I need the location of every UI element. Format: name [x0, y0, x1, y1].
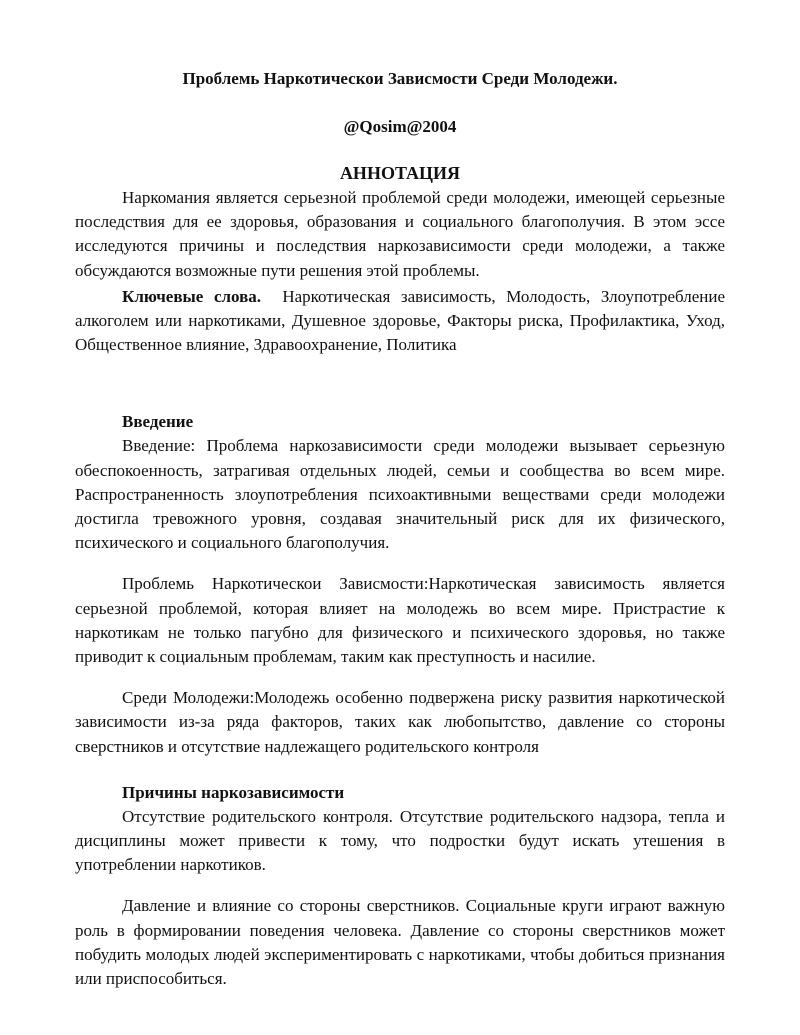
- keywords-text: Наркотическая зависимость, Молодость, Злоупотребление алкоголем или наркотиками, Душевное здоровье, Факторы риска, Профилактика, Уход, Общественное влияние, Здравоохранение, Политика: [75, 286, 726, 355]
- causes-heading: Причины наркозависимости: [122, 782, 345, 802]
- introduction-paragraph: Среди Молодежи:Молодежь особенно подвержена риску развития наркотической зависимости из-за ряда факторов, таких как любопытство, давление со стороны сверстников и отсутствие надлежащего родительского контроля: [75, 688, 725, 756]
- document-page: [75, 0, 725, 991]
- keywords-paragraph: [75, 285, 725, 358]
- introduction-heading: Введение: [122, 412, 194, 432]
- introduction-paragraph: Проблемь Наркотическои Зависмости:Наркотическая зависимость является серьезной проблемой, которая влияет на молодежь во всем мире. Пристрастие к наркотикам не только пагубно для физического и психического здоровья, но также приводит к социальным проблемам, таким как преступность и насилие.: [75, 574, 725, 667]
- annotation-paragraph: Наркомания является серьезной проблемой среди молодежи, имеющей серьезные последствия для ее здоровья, образования и социального благополучия. В этом эссе исследуются причины и последствия наркозависимости среди молодежи, а также обсуждаются возможные пути решения этой проблемы.: [75, 188, 725, 280]
- annotation-heading: АННОТАЦИЯ: [339, 163, 461, 183]
- document-title: Проблемь Наркотическои Зависмости Среди Молодежи.: [182, 69, 618, 88]
- keywords-label: Ключевые слова.: [122, 286, 262, 306]
- causes-paragraph: Отсутствие родительского контроля. Отсутствие родительского надзора, тепла и дисциплины может привести к тому, что подростки будут искать утешения в употреблении наркотиков.: [75, 806, 725, 875]
- document-author: @Qosim@2004: [343, 117, 457, 136]
- introduction-paragraph: Введение: Проблема наркозависимости среди молодежи вызывает серьезную обеспокоенность, затрагивая отдельных людей, семьи и сообщества во всем мире. Распространенность злоупотребления психоактивными веществами среди молодежи достигла тревожного уровня, создавая значительный риск для их физического, психического и социального благополучия.: [75, 436, 725, 553]
- causes-paragraph: Давление и влияние со стороны сверстников. Социальные круги играют важную роль в формировании поведения человека. Давление со стороны сверстников может побудить молодых людей экспериментировать с наркотиками, чтобы добиться признания или приспособиться.: [75, 896, 725, 989]
